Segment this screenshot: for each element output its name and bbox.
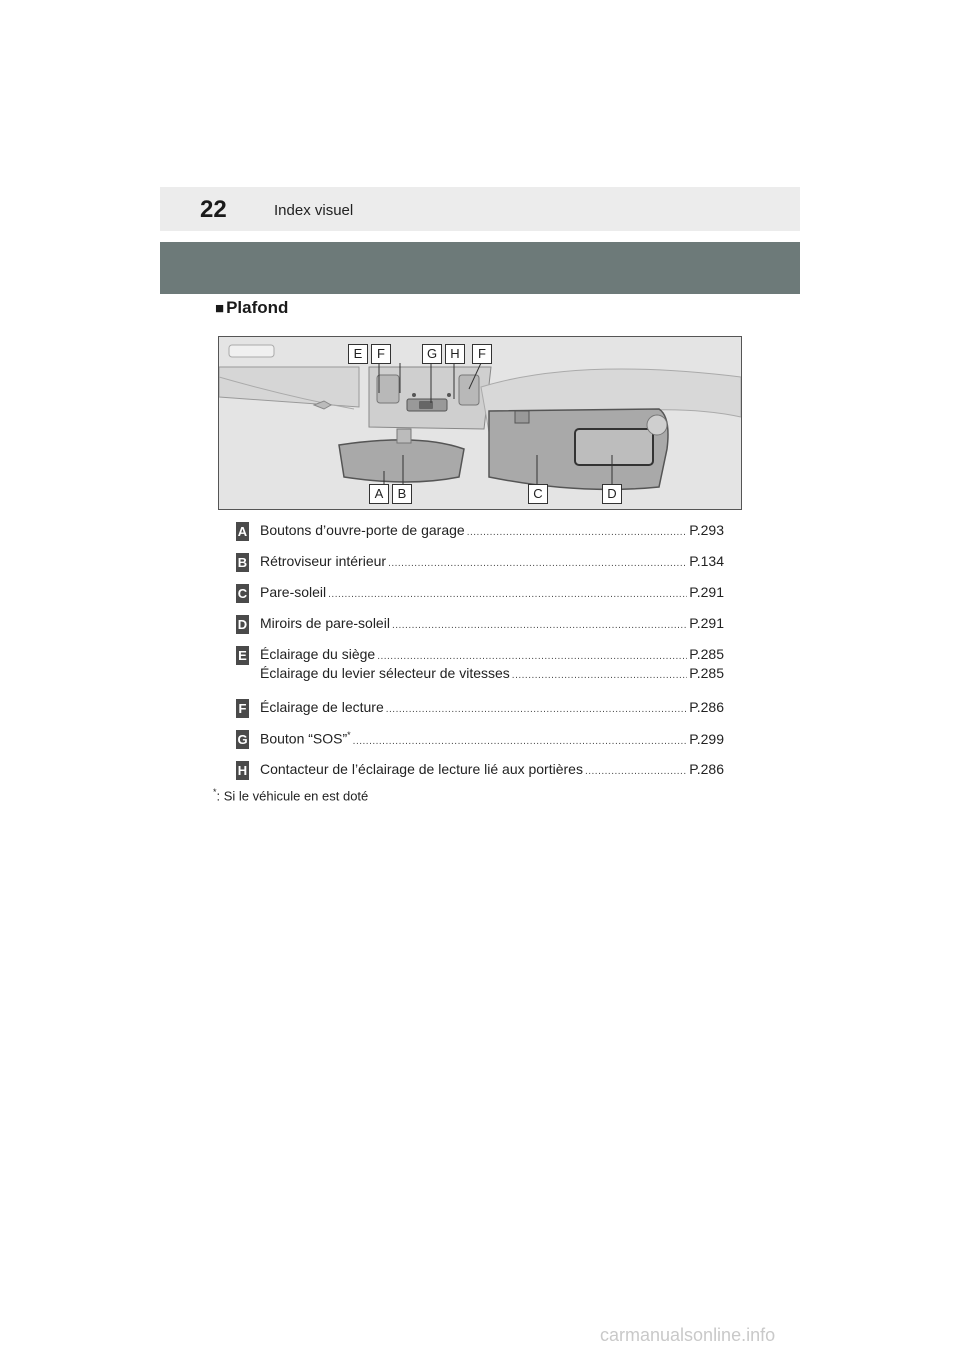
letter-badge: F: [236, 699, 249, 718]
callout-e: E: [348, 344, 368, 364]
page-reference-2[interactable]: P.285: [689, 665, 724, 681]
letter-badge: A: [237, 524, 248, 539]
page-reference[interactable]: P.286: [689, 761, 724, 777]
callout-a: A: [369, 484, 389, 504]
header-title: Index visuel: [274, 202, 354, 219]
callout-f-2: F: [472, 344, 492, 364]
list-item: [236, 553, 724, 584]
page-reference[interactable]: P.293: [689, 522, 724, 538]
section-marker-icon: ■: [215, 300, 225, 317]
page-number: 22: [200, 196, 227, 223]
page-reference[interactable]: P.299: [689, 730, 724, 747]
section-title-text: Plafond: [226, 298, 289, 317]
list-item: [236, 730, 724, 761]
page-reference[interactable]: P.286: [689, 699, 724, 715]
callout-g: G: [422, 344, 442, 364]
item-label: Contacteur de l’éclairage de lecture lié aux portières: [260, 761, 583, 777]
page-reference[interactable]: P.285: [689, 646, 724, 662]
section-title: [215, 298, 288, 318]
legend-list: [236, 522, 724, 792]
page-reference[interactable]: P.291: [689, 584, 724, 600]
letter-badge: H: [237, 763, 248, 778]
letter-badge: G: [237, 732, 248, 747]
footnote-mark: *: [213, 787, 217, 797]
item-label: Miroirs de pare-soleil: [260, 615, 390, 631]
item-label: Éclairage de lecture: [260, 699, 384, 715]
list-item: [236, 699, 724, 730]
footnote: [213, 787, 368, 803]
item-label-2: Éclairage du levier sélecteur de vitesses: [260, 665, 510, 681]
page-header: [160, 187, 800, 231]
letter-badge: B: [237, 555, 248, 570]
item-label: Boutons d’ouvre-porte de garage: [260, 522, 465, 538]
ceiling-illustration: [218, 336, 742, 510]
list-item: [236, 584, 724, 615]
callout-d: D: [602, 484, 622, 504]
callout-f: F: [371, 344, 391, 364]
item-label: Éclairage du siège: [260, 646, 376, 662]
callout-c: C: [528, 484, 548, 504]
page-reference[interactable]: P.134: [689, 553, 724, 569]
item-label: Pare-soleil: [260, 584, 327, 600]
callout-b: B: [392, 484, 412, 504]
list-item: [236, 522, 724, 553]
list-item: [236, 646, 724, 699]
header-band: [160, 242, 800, 294]
item-label: Bouton “SOS”: [260, 730, 348, 747]
footnote-marker: *: [347, 730, 351, 740]
letter-badge: D: [237, 617, 248, 632]
footnote-text: : Si le véhicule en est doté: [216, 788, 369, 804]
item-label: Rétroviseur intérieur: [260, 553, 387, 569]
callout-h: H: [445, 344, 465, 364]
page-reference[interactable]: P.291: [689, 615, 724, 631]
letter-badge: C: [237, 586, 248, 601]
watermark: carmanualsonline.info: [600, 1325, 776, 1345]
letter-badge: E: [236, 646, 249, 665]
list-item: [236, 615, 724, 646]
